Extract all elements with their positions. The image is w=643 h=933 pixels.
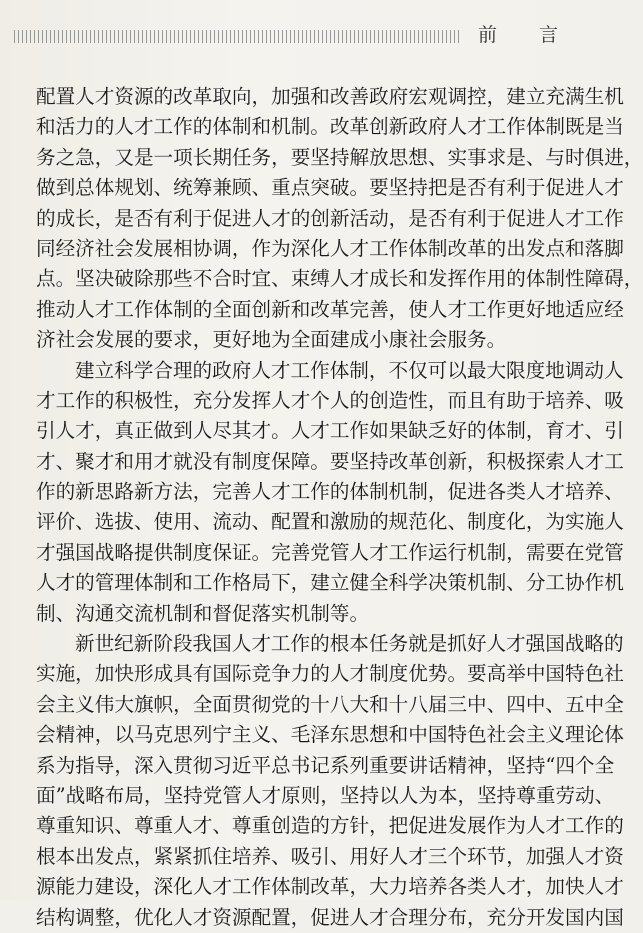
text-line: 新世纪新阶段我国人才工作的根本任务就是抓好人才强国战略的 [75, 632, 624, 656]
text-line: 制、沟通交流机制和督促落实机制等。 [36, 601, 370, 625]
text-line: 源能力建设，深化人才工作体制改革，大力培养各类人才，加快人才 [36, 875, 624, 899]
text-line: 会精神，以马克思列宁主义、毛泽东思想和中国特色社会主义理论体 [36, 723, 624, 747]
text-line: 配置人才资源的改革取向，加强和改善政府宏观调控，建立充满生机 [36, 85, 624, 108]
text-line: 才工作的积极性，充分发挥人才个人的创造性，而且有助于培养、吸 [36, 388, 624, 412]
text-line: 建立科学合理的政府人才工作体制，不仅可以最大限度地调动人 [75, 358, 624, 382]
text-line: 同经济社会发展相协调，作为深化人才工作体制改革的出发点和落脚 [36, 236, 624, 260]
text-line: 点。坚决破除那些不合时宜、束缚人才成长和发挥作用的体制性障碍， [36, 267, 643, 291]
text-line: 会主义伟大旗帜，全面贯彻党的十八大和十八届三中、四中、五中全 [36, 692, 624, 716]
paragraph-3 [36, 629, 624, 933]
text-line: 做到总体规划、统筹兼顾、重点突破。要坚持把是否有利于促进人才 [36, 176, 624, 200]
running-header-title: 前 言 [478, 24, 577, 46]
text-line: 济社会发展的要求，更好地为全面建成小康社会服务。 [36, 328, 507, 352]
text-line: 务之急，又是一项长期任务，要坚持解放思想、实事求是、与时俱进， [36, 145, 643, 169]
paragraph-2 [36, 356, 624, 630]
text-line: 实施，加快形成具有国际竞争力的人才制度优势。要高举中国特色社 [36, 662, 624, 686]
text-line: 才强国战略提供制度保证。完善党管人才工作运行机制，需要在党管 [36, 540, 624, 564]
text-line: 系为指导，深入贯彻习近平总书记系列重要讲话精神，坚持“四个全 [36, 753, 615, 777]
text-line: 人才的管理体制和工作格局下，建立健全科学决策机制、分工协作机 [36, 571, 624, 595]
text-line: 和活力的人才工作的体制和机制。改革创新政府人才工作体制既是当 [36, 115, 624, 139]
text-line: 结构调整，优化人才资源配置，促进人才合理分布，充分开发国内国 [36, 905, 624, 929]
header-decorative-rule [14, 30, 460, 43]
text-line: 评价、选拔、使用、流动、配置和激励的规范化、制度化，为实施人 [36, 510, 624, 534]
text-line: 尊重知识、尊重人才、尊重创造的方针，把促进发展作为人才工作的 [36, 814, 624, 838]
paragraph-1 [36, 82, 643, 356]
text-line: 的成长，是否有利于促进人才的创新活动，是否有利于促进人才工作 [36, 206, 624, 230]
body-text [36, 82, 643, 933]
text-line: 才、聚才和用才就没有制度保障。要坚持改革创新，积极探索人才工 [36, 449, 624, 473]
text-line: 推动人才工作体制的全面创新和改革完善，使人才工作更好地适应经 [36, 297, 624, 321]
text-line: 根本出发点，紧紧抓住培养、吸引、用好人才三个环节，加强人才资 [36, 844, 624, 868]
text-line: 作的新思路新方法，完善人才工作的体制机制，促进各类人才培养、 [36, 480, 624, 504]
text-line: 引人才，真正做到人尽其才。人才工作如果缺乏好的体制，育才、引 [36, 419, 624, 443]
text-line: 面”战略布局，坚持党管人才原则，坚持以人为本，坚持尊重劳动、 [36, 783, 615, 807]
